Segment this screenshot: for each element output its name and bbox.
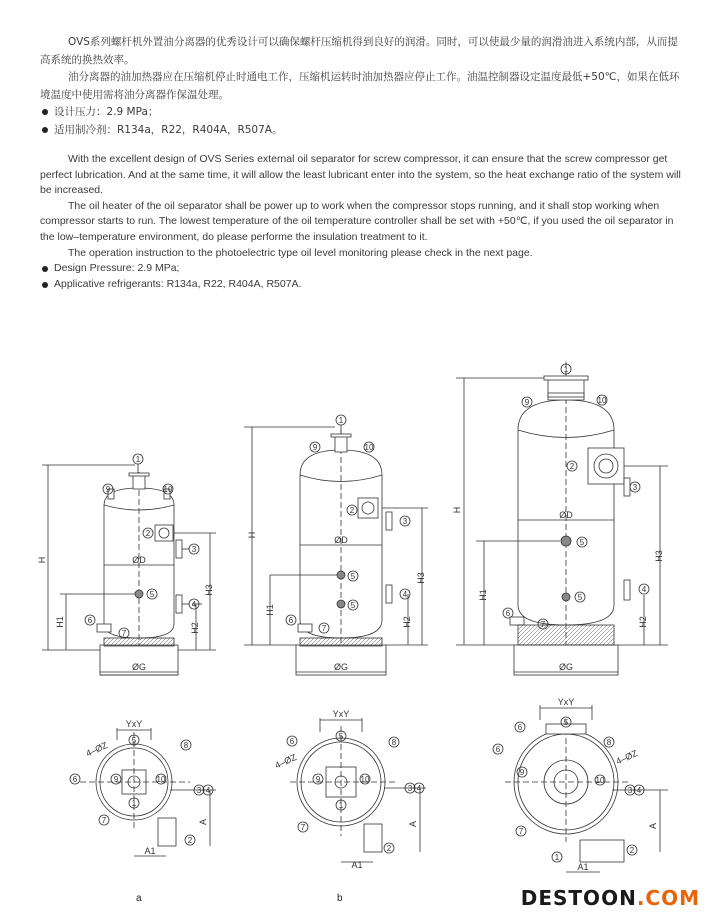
dim-G-b: ØG <box>333 662 349 672</box>
label-10: 10 <box>163 485 173 494</box>
dim-A1-b: A1 <box>351 860 363 870</box>
cn-paragraph-1: OVS系列螺杆机外置油分离器的优秀设计可以确保螺杆压缩机得到良好的润滑。同时，可以使最少量的润滑油进入系统内部，从而提高系统的换热效率。 <box>40 36 678 66</box>
dim-H-a: H <box>37 556 47 564</box>
cn-bullet-refrigerants: 适用制冷剂：R134a，R22，R404A，R507A。 <box>40 122 682 140</box>
label-6c: 6 <box>505 609 511 618</box>
label-9b: 9 <box>312 443 318 452</box>
label-1c: 1 <box>563 365 569 374</box>
dim-A1-c: A1 <box>577 862 589 872</box>
dim-Z-c: 4–ØZ <box>614 747 640 767</box>
cn-paragraph-2: 油分离器的油加热器应在压缩机停止时通电工作，压缩机运转时油加热器应停止工作。油温控制器设定温度最低+50℃，如果在低环境温度中使用需将油分离器作保温处理。 <box>40 71 680 101</box>
pb-5: 5 <box>338 732 344 741</box>
pb-7: 7 <box>300 823 306 832</box>
pa-7: 7 <box>101 816 107 825</box>
en-bullet-pressure: Design Pressure: 2.9 MPa; <box>40 261 682 277</box>
label-6b: 6 <box>288 616 294 625</box>
label-10b: 10 <box>364 443 374 452</box>
pc-4: 4 <box>636 786 642 795</box>
dim-H2-b: H2 <box>402 616 412 628</box>
pa-9: 9 <box>113 775 119 784</box>
pa-8: 8 <box>183 741 189 750</box>
pb-4: 4 <box>416 784 422 793</box>
caption-a: a <box>136 893 142 904</box>
label-2: 2 <box>145 529 151 538</box>
label-2b: 2 <box>349 506 355 515</box>
dim-D-b: ØD <box>334 535 348 545</box>
dim-G-a: ØG <box>131 662 147 672</box>
dim-H1-c: H1 <box>478 589 488 601</box>
label-2c: 2 <box>569 462 575 471</box>
label-10c: 10 <box>597 396 607 405</box>
watermark <box>521 886 700 910</box>
label-7c: 7 <box>540 620 546 629</box>
plan-b <box>287 718 426 862</box>
dim-H-c: H <box>452 506 462 514</box>
en-bullet-refrigerants: Applicative refrigerants: R134a, R22, R404A, R507A. <box>40 277 682 293</box>
pb-8: 8 <box>391 738 397 747</box>
cn-bullet-pressure: 设计压力：2.9 MPa； <box>40 104 682 122</box>
pc-7: 7 <box>518 827 524 836</box>
label-4: 4 <box>191 600 197 609</box>
dim-D-a: ØD <box>132 555 146 565</box>
dim-A-c: A <box>648 822 658 830</box>
pc-5: 5 <box>563 718 569 727</box>
pc-2: 2 <box>629 846 635 855</box>
pb-9: 9 <box>315 775 321 784</box>
pc-3: 3 <box>627 786 633 795</box>
label-5: 5 <box>149 590 155 599</box>
pb-3: 3 <box>407 784 413 793</box>
label-9c: 9 <box>524 398 530 407</box>
dim-H1-b: H1 <box>265 604 275 616</box>
label-1b: 1 <box>338 416 344 425</box>
dim-A1-a: A1 <box>144 846 156 856</box>
label-9: 9 <box>105 485 111 494</box>
pc-8: 8 <box>606 738 612 747</box>
pa-2: 2 <box>187 836 193 845</box>
pb-2: 2 <box>386 844 392 853</box>
label-3b: 3 <box>402 517 408 526</box>
elevation-b <box>244 415 428 675</box>
dim-H2-a: H2 <box>190 622 200 634</box>
dim-H3-b: H3 <box>416 572 426 584</box>
dim-H3-c: H3 <box>654 550 664 562</box>
pc-6: 6 <box>517 723 523 732</box>
dim-D-c: ØD <box>559 510 573 520</box>
dim-YxY-c: YxY <box>557 697 575 707</box>
pc-10: 10 <box>595 776 605 785</box>
en-paragraph-3: The operation instruction to the photoelectric type oil level monitoring please check in the next page. <box>68 246 533 259</box>
dim-G-c: ØG <box>558 662 574 672</box>
en-paragraph-1: With the excellent design of OVS Series external oil separator for screw compressor, it can ensure that the screw compressor get perfect lubrication. And at the same time, it will allow the least lubricant enter into the system, so the heat exchange ratio of the system will be increased. <box>40 153 681 197</box>
pb-10: 10 <box>360 775 370 784</box>
pb-6: 6 <box>289 737 295 746</box>
label-7b: 7 <box>321 624 327 633</box>
dim-H2-c: H2 <box>638 616 648 628</box>
pa-6: 6 <box>72 775 78 784</box>
label-3: 3 <box>191 545 197 554</box>
dim-H-b: H <box>247 531 257 539</box>
pc-1: 1 <box>554 853 560 862</box>
caption-b: b <box>337 893 343 904</box>
dim-H1-a: H1 <box>55 616 65 628</box>
watermark-suffix: .COM <box>636 886 700 910</box>
dim-H3-a: H3 <box>204 584 214 596</box>
label-5e: 5 <box>577 593 583 602</box>
pa-5: 5 <box>131 736 137 745</box>
pc-9: 9 <box>519 768 525 777</box>
dim-A-b: A <box>408 820 418 828</box>
dim-Z-b: 4–ØZ <box>273 751 299 771</box>
label-5b: 5 <box>350 572 356 581</box>
label-3c: 3 <box>632 483 638 492</box>
elevation-a <box>42 454 216 675</box>
label-5c: 5 <box>350 601 356 610</box>
dim-YxY-a: YxY <box>125 719 143 729</box>
label-4b: 4 <box>402 590 408 599</box>
label-4c: 4 <box>641 585 647 594</box>
watermark-main: DESTOON <box>520 886 637 910</box>
pa-4: 4 <box>205 786 211 795</box>
pb-1: 1 <box>338 801 344 810</box>
dim-Z-a: 4–ØZ <box>84 739 110 759</box>
en-paragraph-2: The oil heater of the oil separator shall be power up to work when the compressor stops running, and it shall stop working when compressor starts to run. The lowest temperature of the oil temperature controller shall be set with +50℃, if you used the oil separator in the low–temperature environment, do please performe the insulation treatment to it. <box>40 199 674 243</box>
dim-YxY-b: YxY <box>332 709 350 719</box>
pa-1: 1 <box>131 799 137 808</box>
label-7: 7 <box>121 629 127 638</box>
pa-3: 3 <box>196 786 202 795</box>
label-6: 6 <box>87 616 93 625</box>
pa-10: 10 <box>156 775 166 784</box>
pc-6b: 6 <box>495 745 501 754</box>
label-5d: 5 <box>579 538 585 547</box>
dim-A-a: A <box>198 818 208 826</box>
label-1: 1 <box>135 455 141 464</box>
